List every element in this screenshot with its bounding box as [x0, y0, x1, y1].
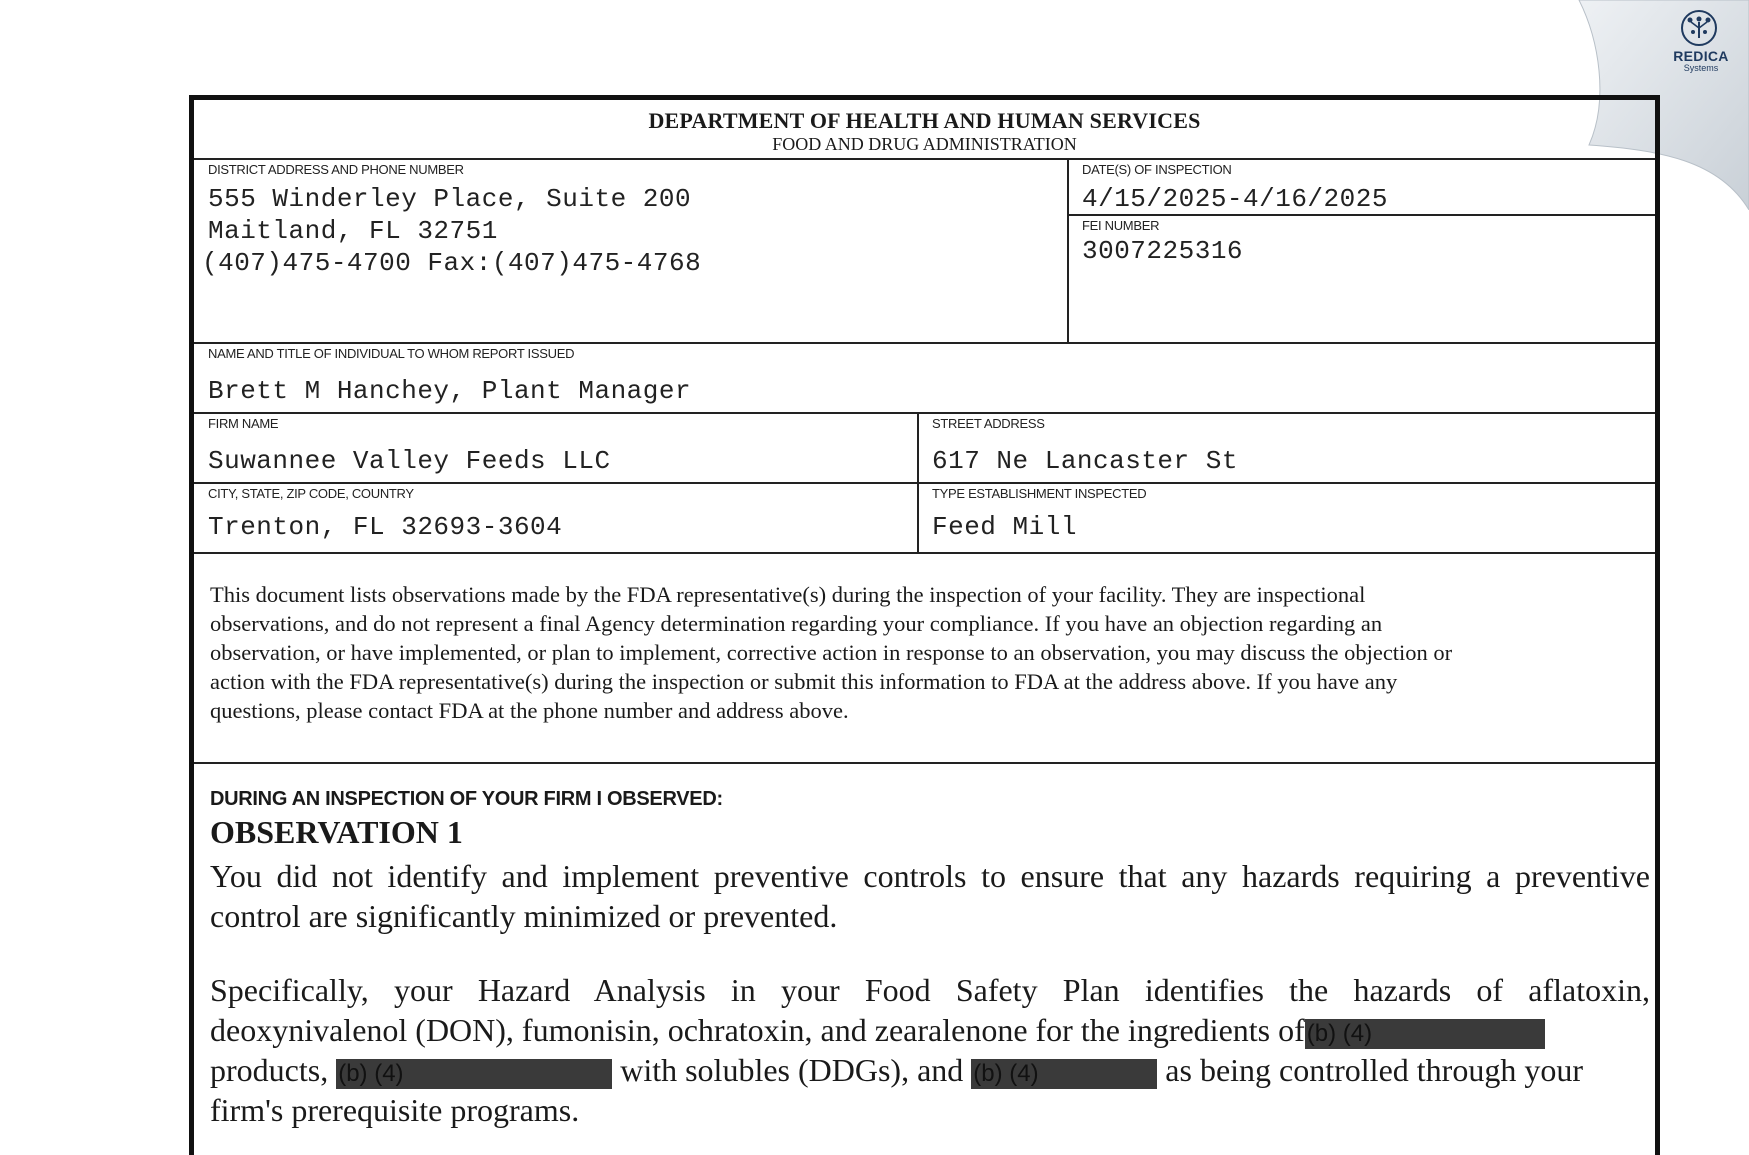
observation-detail-line — [210, 1010, 1650, 1050]
disclaimer-line: observations, and do not represent a final Agency determination regarding your compliance. If you have an objection regarding an — [210, 611, 1383, 636]
firm-name-label: FIRM NAME — [208, 416, 279, 431]
redaction-box: (b) (4) — [971, 1059, 1157, 1089]
detail-text: as being controlled through your — [1165, 1052, 1583, 1088]
logo-subtitle: Systems — [1683, 63, 1719, 73]
observations-heading: DURING AN INSPECTION OF YOUR FIRM I OBSERVED: — [210, 788, 723, 810]
department-heading: DEPARTMENT OF HEALTH AND HUMAN SERVICES — [648, 108, 1201, 133]
district-phone: (407)475-4700 Fax:(407)475-4768 — [202, 248, 702, 278]
disclaimer-line: action with the FDA representative(s) during the inspection or submit this information to FDA at the address above. If you have any — [210, 669, 1398, 694]
redaction-box: (b) (4) — [1305, 1019, 1545, 1049]
observation-summary — [210, 856, 1650, 936]
redica-logo-icon — [1679, 8, 1719, 48]
disclaimer-line: questions, please contact FDA at the phone number and address above. — [210, 698, 849, 723]
divider — [194, 482, 1655, 484]
redaction-box: (b) (4) — [336, 1059, 612, 1089]
observation-detail — [210, 970, 1650, 1130]
observation-detail-line: Specifically, your Hazard Analysis in your Food Safety Plan identifies the hazards of aflatoxin, — [210, 972, 1650, 1008]
detail-text: with solubles (DDGs), and — [620, 1052, 964, 1088]
fei-value: 3007225316 — [1082, 236, 1244, 266]
observation-detail-line — [210, 1050, 1650, 1090]
street-address-value: 617 Ne Lancaster St — [932, 446, 1238, 476]
observation-detail-line: firm's prerequisite programs. — [210, 1092, 580, 1128]
firm-name-value: Suwannee Valley Feeds LLC — [208, 446, 611, 476]
divider — [194, 762, 1655, 764]
divider — [194, 412, 1655, 414]
divider — [1067, 214, 1655, 216]
detail-text: products, — [210, 1052, 329, 1088]
individual-label: NAME AND TITLE OF INDIVIDUAL TO WHOM REPORT ISSUED — [208, 346, 575, 361]
city-value: Trenton, FL 32693-3604 — [208, 512, 563, 542]
city-label: CITY, STATE, ZIP CODE, COUNTRY — [208, 486, 414, 501]
disclaimer-line: observation, or have implemented, or plan to implement, corrective action in response to an observation, you may discuss the objection or — [210, 640, 1453, 665]
disclaimer-line: This document lists observations made by the FDA representative(s) during the inspection of your facility. They are inspectional — [210, 582, 1366, 607]
divider — [1067, 158, 1069, 343]
observation-summary-line: You did not identify and implement preventive controls to ensure that any hazards requiring a preventive — [210, 858, 1650, 894]
district-address-line1: 555 Winderley Place, Suite 200 — [208, 184, 692, 214]
observation-summary-line: control are significantly minimized or prevented. — [210, 898, 838, 934]
observation-title: OBSERVATION 1 — [210, 814, 463, 850]
individual-value: Brett M Hanchey, Plant Manager — [208, 376, 692, 406]
disclaimer-paragraph — [210, 580, 1650, 725]
street-address-label: STREET ADDRESS — [932, 416, 1045, 431]
fei-label: FEI NUMBER — [1082, 218, 1160, 233]
inspection-dates-label: DATE(S) OF INSPECTION — [1082, 162, 1232, 177]
logo-wordmark: REDICA — [1673, 48, 1729, 64]
divider — [194, 158, 1655, 160]
establishment-type-label: TYPE ESTABLISHMENT INSPECTED — [932, 486, 1147, 501]
inspection-dates-value: 4/15/2025-4/16/2025 — [1082, 184, 1388, 214]
agency-heading: FOOD AND DRUG ADMINISTRATION — [772, 134, 1077, 154]
divider — [194, 552, 1655, 554]
district-label: DISTRICT ADDRESS AND PHONE NUMBER — [208, 162, 464, 177]
detail-text: deoxynivalenol (DON), fumonisin, ochratoxin, and zearalenone for the ingredients of — [210, 1012, 1305, 1048]
establishment-type-value: Feed Mill — [932, 512, 1077, 542]
fda-483-form — [189, 95, 1660, 1155]
district-address-line2: Maitland, FL 32751 — [208, 216, 498, 246]
divider — [194, 342, 1655, 344]
